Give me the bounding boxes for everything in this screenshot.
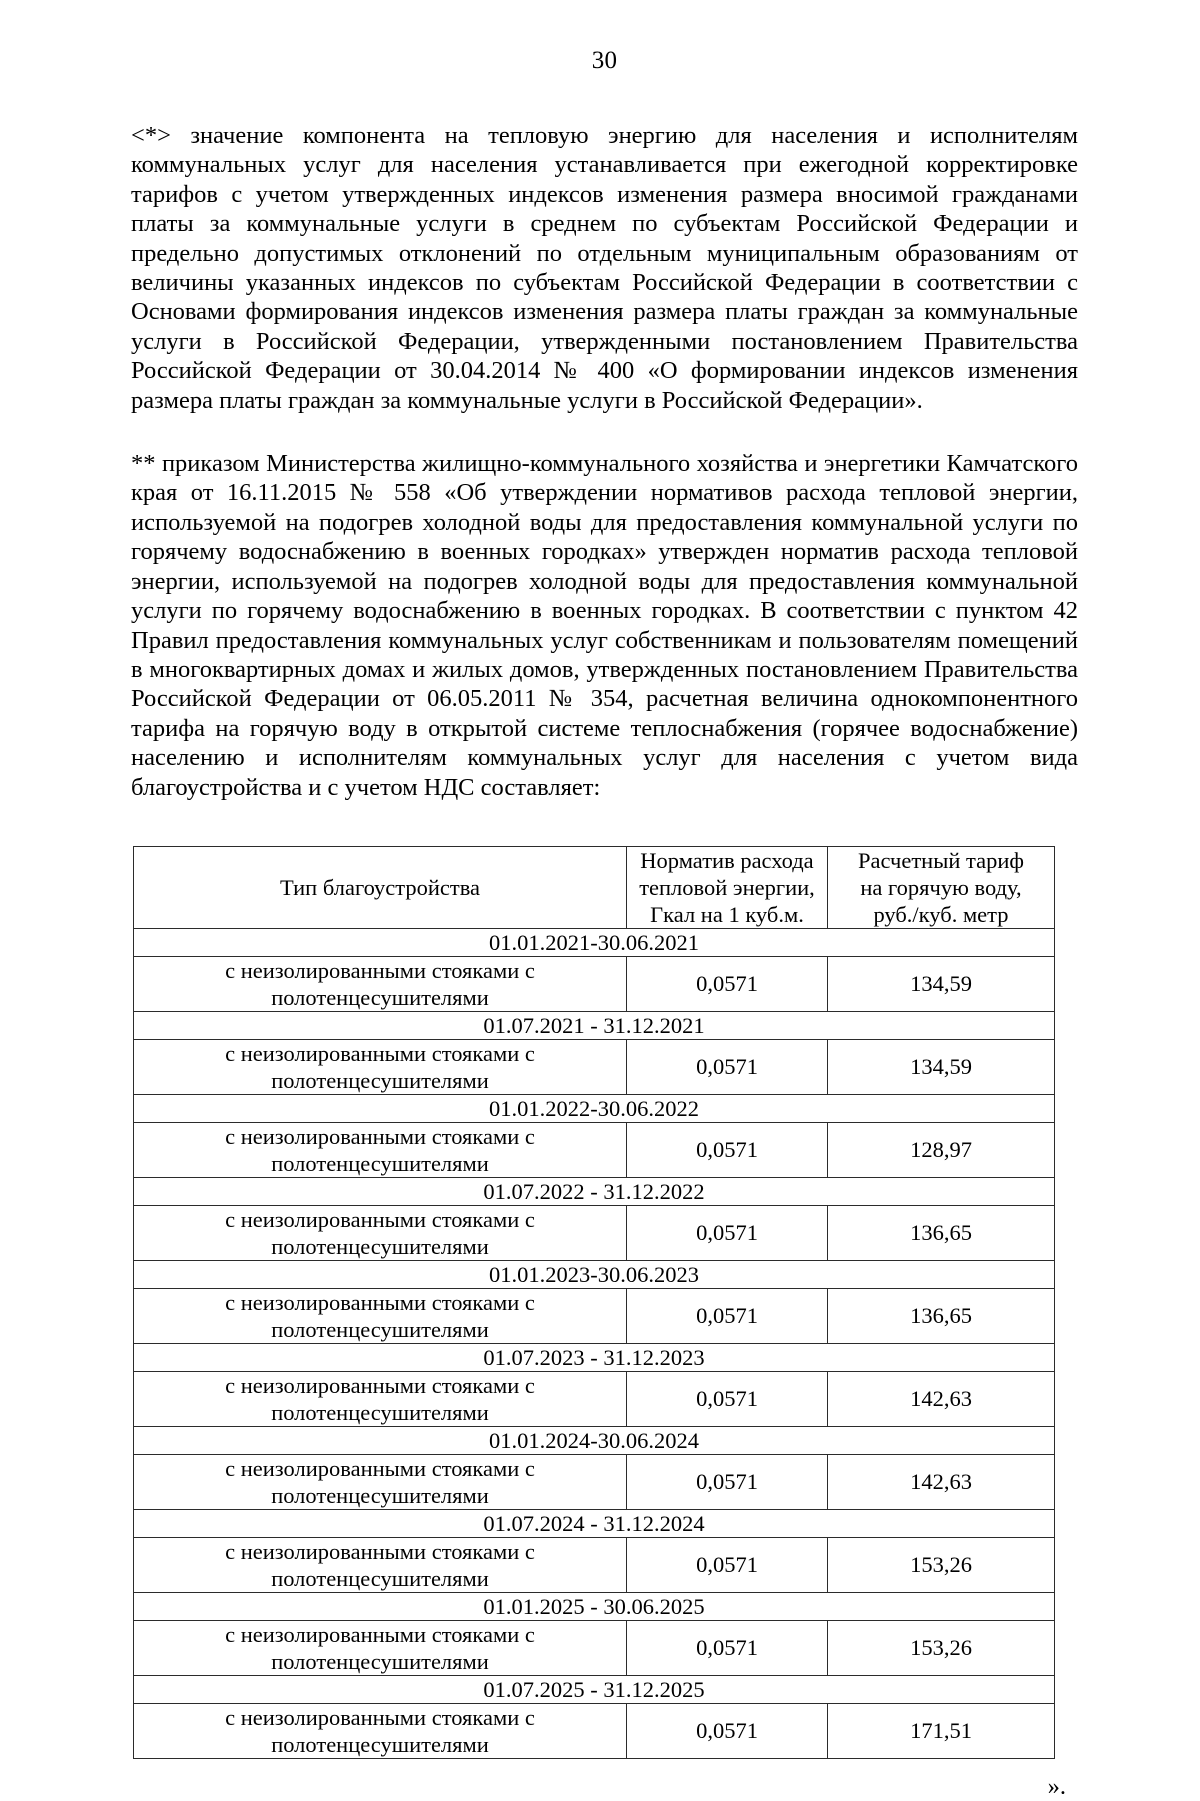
- cell-norm-value: 0,0571: [627, 1620, 828, 1675]
- tariff-table: [133, 846, 1055, 1759]
- cell-tariff-value: 134,59: [828, 956, 1055, 1011]
- cell-tariff-value: 153,26: [828, 1620, 1055, 1675]
- cell-tariff-value: 142,63: [828, 1371, 1055, 1426]
- column-header-type: [134, 846, 627, 928]
- period-label: 01.07.2023 - 31.12.2023: [134, 1343, 1055, 1371]
- cell-tariff-value: 136,65: [828, 1205, 1055, 1260]
- tariff-table-body: [134, 928, 1055, 1758]
- cell-improvement-type: с неизолированными стояками с полотенцесушителями: [134, 1205, 627, 1260]
- cell-tariff-value: 171,51: [828, 1703, 1055, 1758]
- column-header-tariff: [828, 846, 1055, 928]
- column-header-tariff-line-2: на горячую воду,: [860, 874, 1022, 900]
- cell-norm-value: 0,0571: [627, 956, 828, 1011]
- table-row: [134, 1205, 1055, 1260]
- period-label: 01.07.2025 - 31.12.2025: [134, 1675, 1055, 1703]
- table-row: [134, 956, 1055, 1011]
- period-label: 01.07.2021 - 31.12.2021: [134, 1011, 1055, 1039]
- period-row: [134, 1094, 1055, 1122]
- cell-norm-value: 0,0571: [627, 1122, 828, 1177]
- cell-improvement-type: с неизолированными стояками с полотенцесушителями: [134, 1122, 627, 1177]
- table-row: [134, 1537, 1055, 1592]
- footnote-double-star-paragraph: ** приказом Министерства жилищно-коммунального хозяйства и энергетики Камчатского края от 16.11.2015 № 558 «Об утверждении нормативов расхода тепловой энергии, используемой на подогрев холодной воды для предоставления коммунальной услуги по горячему водоснабжению в военных городках» утвержден норматив расхода тепловой энергии, используемой на подогрев холодной воды для предоставления коммунальной услуги по горячему водоснабжению в военных городках. В соответствии с пунктом 42 Правил предоставления коммунальных услуг собственникам и пользователям помещений в многоквартирных домах и жилых домов, утвержденных постановлением Правительства Российской Федерации от 06.05.2011 № 354, расчетная величина однокомпонентного тарифа на горячую воду в открытой системе теплоснабжения (горячее водоснабжение) населению и исполнителям коммунальных услуг для населения с учетом вида благоустройства и с учетом НДС составляет:: [131, 450, 1078, 801]
- period-row: [134, 1675, 1055, 1703]
- period-label: 01.01.2022-30.06.2022: [134, 1094, 1055, 1122]
- period-row: [134, 928, 1055, 956]
- cell-norm-value: 0,0571: [627, 1288, 828, 1343]
- closing-quote-mark: ».: [1047, 1772, 1066, 1800]
- table-header-row: [134, 846, 1055, 928]
- period-row: [134, 1011, 1055, 1039]
- tariff-table-head: [134, 846, 1055, 928]
- table-row: [134, 1288, 1055, 1343]
- cell-norm-value: 0,0571: [627, 1039, 828, 1094]
- column-header-type-line-1: Тип благоустройства: [279, 874, 481, 900]
- period-row: [134, 1177, 1055, 1205]
- cell-improvement-type: с неизолированными стояками с полотенцесушителями: [134, 1620, 627, 1675]
- column-header-tariff-line-3: руб./куб. метр: [873, 901, 1009, 927]
- cell-improvement-type: с неизолированными стояками с полотенцесушителями: [134, 1703, 627, 1758]
- tariff-table-wrapper: [131, 846, 1078, 1759]
- period-row: [134, 1426, 1055, 1454]
- cell-improvement-type: с неизолированными стояками с полотенцесушителями: [134, 956, 627, 1011]
- cell-tariff-value: 128,97: [828, 1122, 1055, 1177]
- period-label: 01.01.2025 - 30.06.2025: [134, 1592, 1055, 1620]
- column-header-norm: [627, 846, 828, 928]
- cell-norm-value: 0,0571: [627, 1371, 828, 1426]
- period-row: [134, 1509, 1055, 1537]
- cell-improvement-type: с неизолированными стояками с полотенцесушителями: [134, 1454, 627, 1509]
- period-label: 01.07.2024 - 31.12.2024: [134, 1509, 1055, 1537]
- cell-norm-value: 0,0571: [627, 1454, 828, 1509]
- table-row: [134, 1371, 1055, 1426]
- table-row: [134, 1703, 1055, 1758]
- column-header-tariff-line-1: Расчетный тариф: [858, 847, 1024, 873]
- cell-improvement-type: с неизолированными стояками с полотенцесушителями: [134, 1371, 627, 1426]
- column-header-norm-line-3: Гкал на 1 куб.м.: [650, 901, 804, 927]
- cell-norm-value: 0,0571: [627, 1537, 828, 1592]
- cell-tariff-value: 136,65: [828, 1288, 1055, 1343]
- period-row: [134, 1343, 1055, 1371]
- cell-norm-value: 0,0571: [627, 1703, 828, 1758]
- table-row: [134, 1454, 1055, 1509]
- column-header-norm-line-2: тепловой энергии,: [639, 874, 815, 900]
- cell-improvement-type: с неизолированными стояками с полотенцесушителями: [134, 1039, 627, 1094]
- table-row: [134, 1620, 1055, 1675]
- page-number: 30: [591, 47, 618, 74]
- cell-tariff-value: 153,26: [828, 1537, 1055, 1592]
- footnote-single-star-paragraph: <*> значение компонента на тепловую энергию для населения и исполнителям коммунальных услуг для населения устанавливается при ежегодной корректировке тарифов с учетом утвержденных индексов изменения размера вносимой гражданами платы за коммунальные услуги в среднем по субъектам Российской Федерации и предельно допустимых отклонений по отдельным муниципальным образованиям от величины указанных индексов по субъектам Российской Федерации в соответствии с Основами формирования индексов изменения размера платы граждан за коммунальные услуги в Российской Федерации, утвержденными постановлением Правительства Российской Федерации от 30.04.2014 № 400 «О формировании индексов изменения размера платы граждан за коммунальные услуги в Российской Федерации».: [131, 122, 1078, 414]
- period-label: 01.01.2024-30.06.2024: [134, 1426, 1055, 1454]
- cell-improvement-type: с неизолированными стояками с полотенцесушителями: [134, 1537, 627, 1592]
- table-row: [134, 1039, 1055, 1094]
- column-header-norm-line-1: Норматив расхода: [640, 847, 814, 873]
- period-row: [134, 1260, 1055, 1288]
- cell-tariff-value: 142,63: [828, 1454, 1055, 1509]
- period-label: 01.01.2023-30.06.2023: [134, 1260, 1055, 1288]
- table-row: [134, 1122, 1055, 1177]
- period-row: [134, 1592, 1055, 1620]
- cell-norm-value: 0,0571: [627, 1205, 828, 1260]
- cell-improvement-type: с неизолированными стояками с полотенцесушителями: [134, 1288, 627, 1343]
- period-label: 01.01.2021-30.06.2021: [134, 928, 1055, 956]
- period-label: 01.07.2022 - 31.12.2022: [134, 1177, 1055, 1205]
- cell-tariff-value: 134,59: [828, 1039, 1055, 1094]
